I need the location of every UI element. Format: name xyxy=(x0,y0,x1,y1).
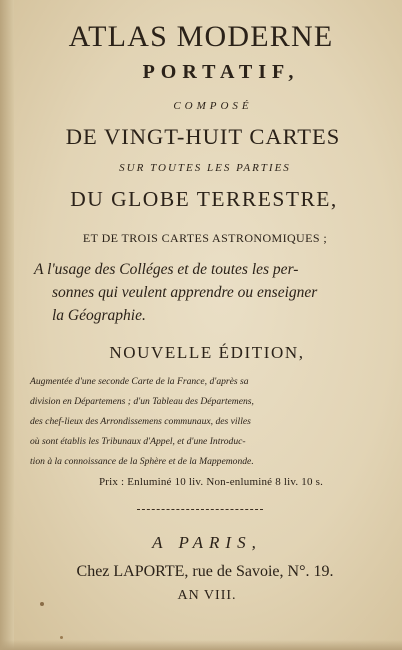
price-line: Prix : Enluminé 10 liv. Non-enluminé 8 liv. 10 s. xyxy=(98,476,324,488)
usage-paragraph xyxy=(34,258,374,327)
ornamental-rule xyxy=(137,509,263,510)
subtitle-globe-terrestre: DU GLOBE TERRESTRE, xyxy=(70,187,338,211)
augment-line: division en Départemens ; d'un Tableau des Départemens, xyxy=(30,396,254,407)
augment-line: tion à la connoissance de la Sphère et de la Mappemonde. xyxy=(30,456,254,467)
usage-line: sonnes qui veulent apprendre ou enseigner xyxy=(52,284,318,301)
augmentation-paragraph xyxy=(30,372,372,472)
page-bottom-edge xyxy=(0,640,402,650)
subtitle-portatif: PORTATIF, xyxy=(142,61,300,83)
usage-line: la Géographie. xyxy=(52,307,146,324)
usage-line: A l'usage des Colléges et de toutes les per- xyxy=(34,261,299,278)
foxing-spot xyxy=(60,636,63,639)
imprint-publisher: Chez LAPORTE, rue de Savoie, N°. 19. xyxy=(76,563,334,580)
imprint-city: A PARIS, xyxy=(152,533,262,552)
edition-heading: NOUVELLE ÉDITION, xyxy=(109,343,305,362)
augment-line: où sont établis les Tribunaux d'Appel, et d'une Introduc- xyxy=(30,436,246,447)
subtitle-compose: COMPOSÉ xyxy=(173,100,253,112)
imprint-year: AN VIII. xyxy=(177,588,237,603)
subtitle-cartes-astronomiques: ET DE TROIS CARTES ASTRONOMIQUES ; xyxy=(82,231,328,245)
subtitle-vingt-huit-cartes: DE VINGT-HUIT CARTES xyxy=(65,124,341,149)
augment-line: Augmentée d'une seconde Carte de la France, d'après sa xyxy=(30,376,249,387)
main-title: ATLAS MODERNE xyxy=(68,20,334,53)
foxing-spot xyxy=(40,602,44,606)
subtitle-toutes-parties: SUR TOUTES LES PARTIES xyxy=(119,162,291,174)
augment-line: des chef-lieux des Arrondissemens communaux, des villes xyxy=(30,416,251,427)
